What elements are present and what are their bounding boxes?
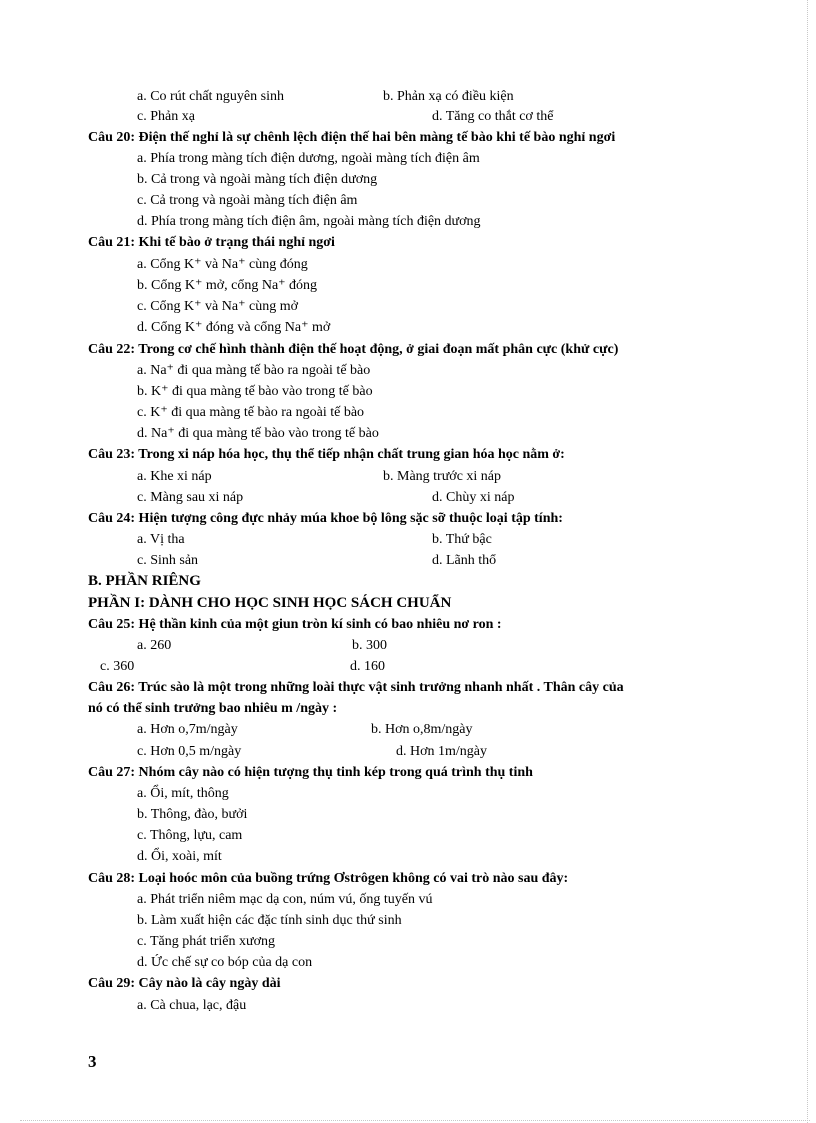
answer-option: c. Cả trong và ngoài màng tích điện âm: [137, 193, 358, 208]
answer-option: b. Cổng K⁺ mở, cổng Na⁺ đóng: [137, 278, 318, 293]
answer-option: a. Vị tha: [137, 532, 185, 547]
page-edge-vertical: [807, 0, 808, 1123]
answer-option: d. Tăng co thắt cơ thể: [432, 109, 554, 124]
page-number: 3: [88, 1052, 97, 1071]
answer-option: d. Ức chế sự co bóp của dạ con: [137, 955, 313, 970]
answer-option: c. Phản xạ: [137, 109, 195, 124]
answer-option: b. Làm xuất hiện các đặc tính sinh dục thứ sinh: [137, 913, 402, 928]
answer-option: c. Màng sau xi náp: [137, 490, 244, 505]
answer-option: c. Sinh sản: [137, 553, 199, 568]
answer-option: b. K⁺ đi qua màng tế bào vào trong tế bào: [137, 384, 373, 399]
answer-option: c. Hơn 0,5 m/ngày: [137, 744, 242, 759]
answer-option: d. Na⁺ đi qua màng tế bào vào trong tế bào: [137, 426, 379, 441]
answer-option: a. Na⁺ đi qua màng tế bào ra ngoài tế bào: [137, 363, 371, 378]
question-line: Câu 23: Trong xi náp hóa học, thụ thể tiếp nhận chất trung gian hóa học nằm ở:: [88, 447, 565, 462]
answer-option: b. Màng trước xi náp: [383, 469, 502, 484]
question-line: Câu 27: Nhóm cây nào có hiện tượng thụ tinh kép trong quá trình thụ tinh: [88, 765, 533, 780]
answer-option: d. Chùy xi náp: [432, 490, 515, 505]
answer-option: a. Phát triển niêm mạc dạ con, núm vú, ống tuyến vú: [137, 892, 433, 907]
question-line: Câu 21: Khi tế bào ở trạng thái nghỉ ngơi: [88, 235, 335, 250]
answer-option: b. Phản xạ có điều kiện: [383, 89, 514, 104]
answer-option: c. Thông, lựu, cam: [137, 828, 243, 843]
answer-option: a. Cổng K⁺ và Na⁺ cùng đóng: [137, 257, 308, 272]
answer-option: a. Khe xi náp: [137, 469, 212, 484]
answer-option: a. Cà chua, lạc, đậu: [137, 998, 247, 1013]
question-line: Câu 28: Loại hoóc môn của buồng trứng Ơstrôgen không có vai trò nào sau đây:: [88, 871, 569, 886]
question-line: nó có thể sinh trưởng bao nhiêu m /ngày :: [88, 701, 338, 716]
question-line: Câu 29: Cây nào là cây ngày dài: [88, 976, 281, 991]
answer-option: c. K⁺ đi qua màng tế bào ra ngoài tế bào: [137, 405, 365, 420]
answer-option: a. Ổi, mít, thông: [137, 786, 229, 801]
section-heading: PHẦN I: DÀNH CHO HỌC SINH HỌC SÁCH CHUẨN: [88, 595, 452, 611]
answer-option: b. Thứ bậc: [432, 532, 492, 547]
answer-option: b. Hơn o,8m/ngày: [371, 722, 473, 737]
answer-option: d. Hơn 1m/ngày: [396, 744, 488, 759]
answer-option: c. Cổng K⁺ và Na⁺ cùng mở: [137, 299, 298, 314]
answer-option: d. Phía trong màng tích điện âm, ngoài màng tích điện dương: [137, 214, 481, 229]
question-line: Câu 26: Trúc sào là một trong những loài thực vật sinh trưởng nhanh nhất . Thân cây của: [88, 680, 624, 695]
answer-option: a. Co rút chất nguyên sinh: [137, 89, 284, 104]
answer-option: a. 260: [137, 638, 172, 653]
answer-option: b. Cả trong và ngoài màng tích điện dương: [137, 172, 378, 187]
answer-option: c. 360: [100, 659, 135, 674]
answer-option: a. Phía trong màng tích điện dương, ngoài màng tích điện âm: [137, 151, 480, 166]
question-line: Câu 20: Điện thế nghỉ là sự chênh lệch điện thế hai bên màng tế bào khi tế bào nghỉ ngơi: [88, 130, 616, 145]
answer-option: c. Tăng phát triển xương: [137, 934, 275, 949]
answer-option: d. 160: [350, 659, 385, 674]
answer-option: d. Ổi, xoài, mít: [137, 849, 222, 864]
section-heading: B. PHẦN RIÊNG: [88, 573, 201, 589]
answer-option: d. Cổng K⁺ đóng và cổng Na⁺ mở: [137, 320, 331, 335]
answer-option: b. Thông, đào, bưởi: [137, 807, 248, 822]
question-line: Câu 25: Hệ thần kinh của một giun tròn kí sinh có bao nhiêu nơ ron :: [88, 617, 502, 632]
page-edge-horizontal: [20, 1120, 810, 1121]
question-line: Câu 22: Trong cơ chế hình thành điện thế hoạt động, ở giai đoạn mất phân cực (khử cực): [88, 342, 619, 357]
answer-option: a. Hơn o,7m/ngày: [137, 722, 238, 737]
answer-option: b. 300: [352, 638, 387, 653]
question-line: Câu 24: Hiện tượng công đực nhảy múa khoe bộ lông sặc sỡ thuộc loại tập tính:: [88, 511, 563, 526]
answer-option: d. Lãnh thổ: [432, 553, 497, 568]
